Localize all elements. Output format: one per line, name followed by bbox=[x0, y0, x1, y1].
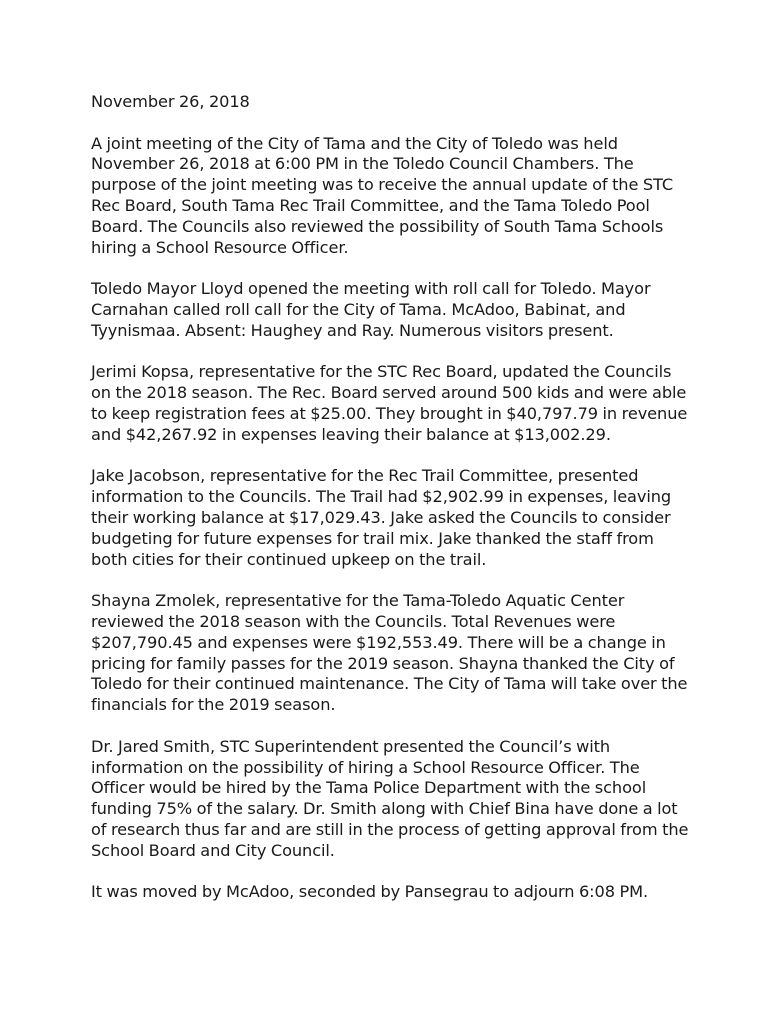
paragraph-rec-trail: Jake Jacobson, representative for the Rec Trail Committee, presented information to the Councils. The Trail had $2,902.99 in expenses, leaving their working balance at $17,029.43. Jake asked the Councils to consider budgeting for future expenses for trail mix. Jake thanked the staff from both cities for their continued upkeep on the trail. bbox=[91, 466, 672, 569]
document-page bbox=[91, 92, 691, 924]
paragraph-school-resource-officer: Dr. Jared Smith, STC Superintendent presented the Council’s with information on the possibility of hiring a School Resource Officer. The Officer would be hired by the Tama Police Department with the school funding 75% of the salary. Dr. Smith along with Chief Bina have done a lot of research thus far and are still in the process of getting approval from the School Board and City Council. bbox=[91, 736, 689, 860]
paragraph-adjournment: It was moved by McAdoo, seconded by Pansegrau to adjourn 6:08 PM. bbox=[91, 882, 649, 902]
meeting-date: November 26, 2018 bbox=[91, 92, 250, 111]
paragraph-intro: A joint meeting of the City of Tama and the City of Toledo was held November 26, 2018 at 6:00 PM in the Toledo Council Chambers. The purpose of the joint meeting was to receive the annual update of the STC Rec Board, South Tama Rec Trail Committee, and the Tama Toledo Pool Board. The Councils also reviewed the possibility of South Tama Schools hiring a School Resource Officer. bbox=[91, 133, 674, 257]
paragraph-rec-board: Jerimi Kopsa, representative for the STC Rec Board, updated the Councils on the 2018 season. The Rec. Board served around 500 kids and were able to keep registration fees at $25.00. They brought in $40,797.79 in revenue and $42,267.92 in expenses leaving their balance at $13,002.29. bbox=[91, 362, 688, 444]
paragraph-aquatic-center: Shayna Zmolek, representative for the Tama-Toledo Aquatic Center reviewed the 2018 season with the Councils. Total Revenues were $207,790.45 and expenses were $192,553.49. There will be a change in pricing for family passes for the 2019 season. Shayna thanked the City of Toledo for their continued maintenance. The City of Tama will take over the financials for the 2019 season. bbox=[91, 591, 688, 715]
paragraph-roll-call: Toledo Mayor Lloyd opened the meeting with roll call for Toledo. Mayor Carnahan called roll call for the City of Tama. McAdoo, Babinat, and Tyynismaa. Absent: Haughey and Ray. Numerous visitors present. bbox=[91, 279, 651, 340]
